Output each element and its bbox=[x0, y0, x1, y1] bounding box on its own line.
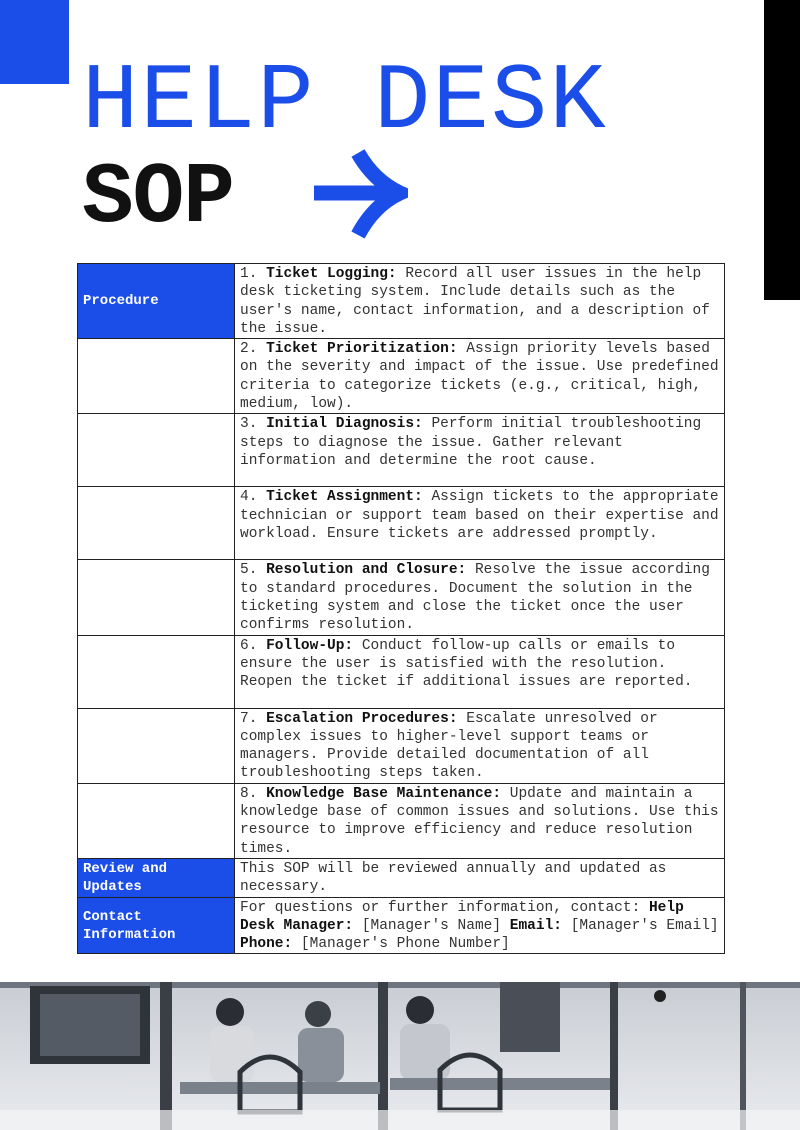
arrow-right-icon bbox=[308, 145, 408, 241]
empty-label-cell bbox=[78, 635, 235, 708]
empty-label-cell bbox=[78, 487, 235, 560]
title-help-desk: HELP DESK bbox=[82, 50, 608, 156]
contact-label: Contact Information bbox=[78, 897, 235, 954]
empty-label-cell bbox=[78, 708, 235, 783]
step-cell: 2. Ticket Prioritization: Assign priority levels based on the severity and impact of the issue. Use predefined criteria to categorize tickets (e.g., critical, high, medium, low). bbox=[235, 339, 725, 414]
table-row bbox=[78, 858, 725, 897]
step-cell: 8. Knowledge Base Maintenance: Update and maintain a knowledge base of common issues and solutions. Use this resource to improve efficiency and reduce resolution times. bbox=[235, 783, 725, 858]
review-label: Review and Updates bbox=[78, 858, 235, 897]
step-cell: 4. Ticket Assignment: Assign tickets to the appropriate technician or support team based on their expertise and workload. Ensure tickets are addressed promptly. bbox=[235, 487, 725, 560]
step-cell: 1. Ticket Logging: Record all user issues in the help desk ticketing system. Include details such as the user's name, contact information, and a description of the issue. bbox=[235, 264, 725, 339]
office-meeting-photo bbox=[0, 982, 800, 1130]
corner-accent-square bbox=[0, 0, 69, 84]
table-row bbox=[78, 339, 725, 414]
step-cell: 6. Follow-Up: Conduct follow-up calls or emails to ensure the user is satisfied with the resolution. Reopen the ticket if additional issues are reported. bbox=[235, 635, 725, 708]
procedure-label: Procedure bbox=[78, 264, 235, 339]
table-row bbox=[78, 783, 725, 858]
table-row bbox=[78, 560, 725, 635]
empty-label-cell bbox=[78, 414, 235, 487]
table-row bbox=[78, 487, 725, 560]
contact-cell: For questions or further information, contact: Help Desk Manager: [Manager's Name] Email: [Manager's Email] Phone: [Manager's Phone Number] bbox=[235, 897, 725, 954]
side-accent-bar bbox=[764, 0, 800, 300]
empty-label-cell bbox=[78, 339, 235, 414]
step-cell: 7. Escalation Procedures: Escalate unresolved or complex issues to higher-level support teams or managers. Provide detailed documentation of all troubleshooting steps taken. bbox=[235, 708, 725, 783]
review-cell: This SOP will be reviewed annually and updated as necessary. bbox=[235, 858, 725, 897]
table-row bbox=[78, 635, 725, 708]
table-row bbox=[78, 414, 725, 487]
table-row bbox=[78, 264, 725, 339]
empty-label-cell bbox=[78, 783, 235, 858]
table-row bbox=[78, 897, 725, 954]
table-row bbox=[78, 708, 725, 783]
empty-label-cell bbox=[78, 560, 235, 635]
step-cell: 3. Initial Diagnosis: Perform initial troubleshooting steps to diagnose the issue. Gather relevant information and determine the root cause. bbox=[235, 414, 725, 487]
sop-table bbox=[77, 263, 725, 954]
title-sop: SOP bbox=[82, 149, 234, 247]
step-cell: 5. Resolution and Closure: Resolve the issue according to standard procedures. Document the solution in the ticketing system and close the ticket once the user confirms resolution. bbox=[235, 560, 725, 635]
